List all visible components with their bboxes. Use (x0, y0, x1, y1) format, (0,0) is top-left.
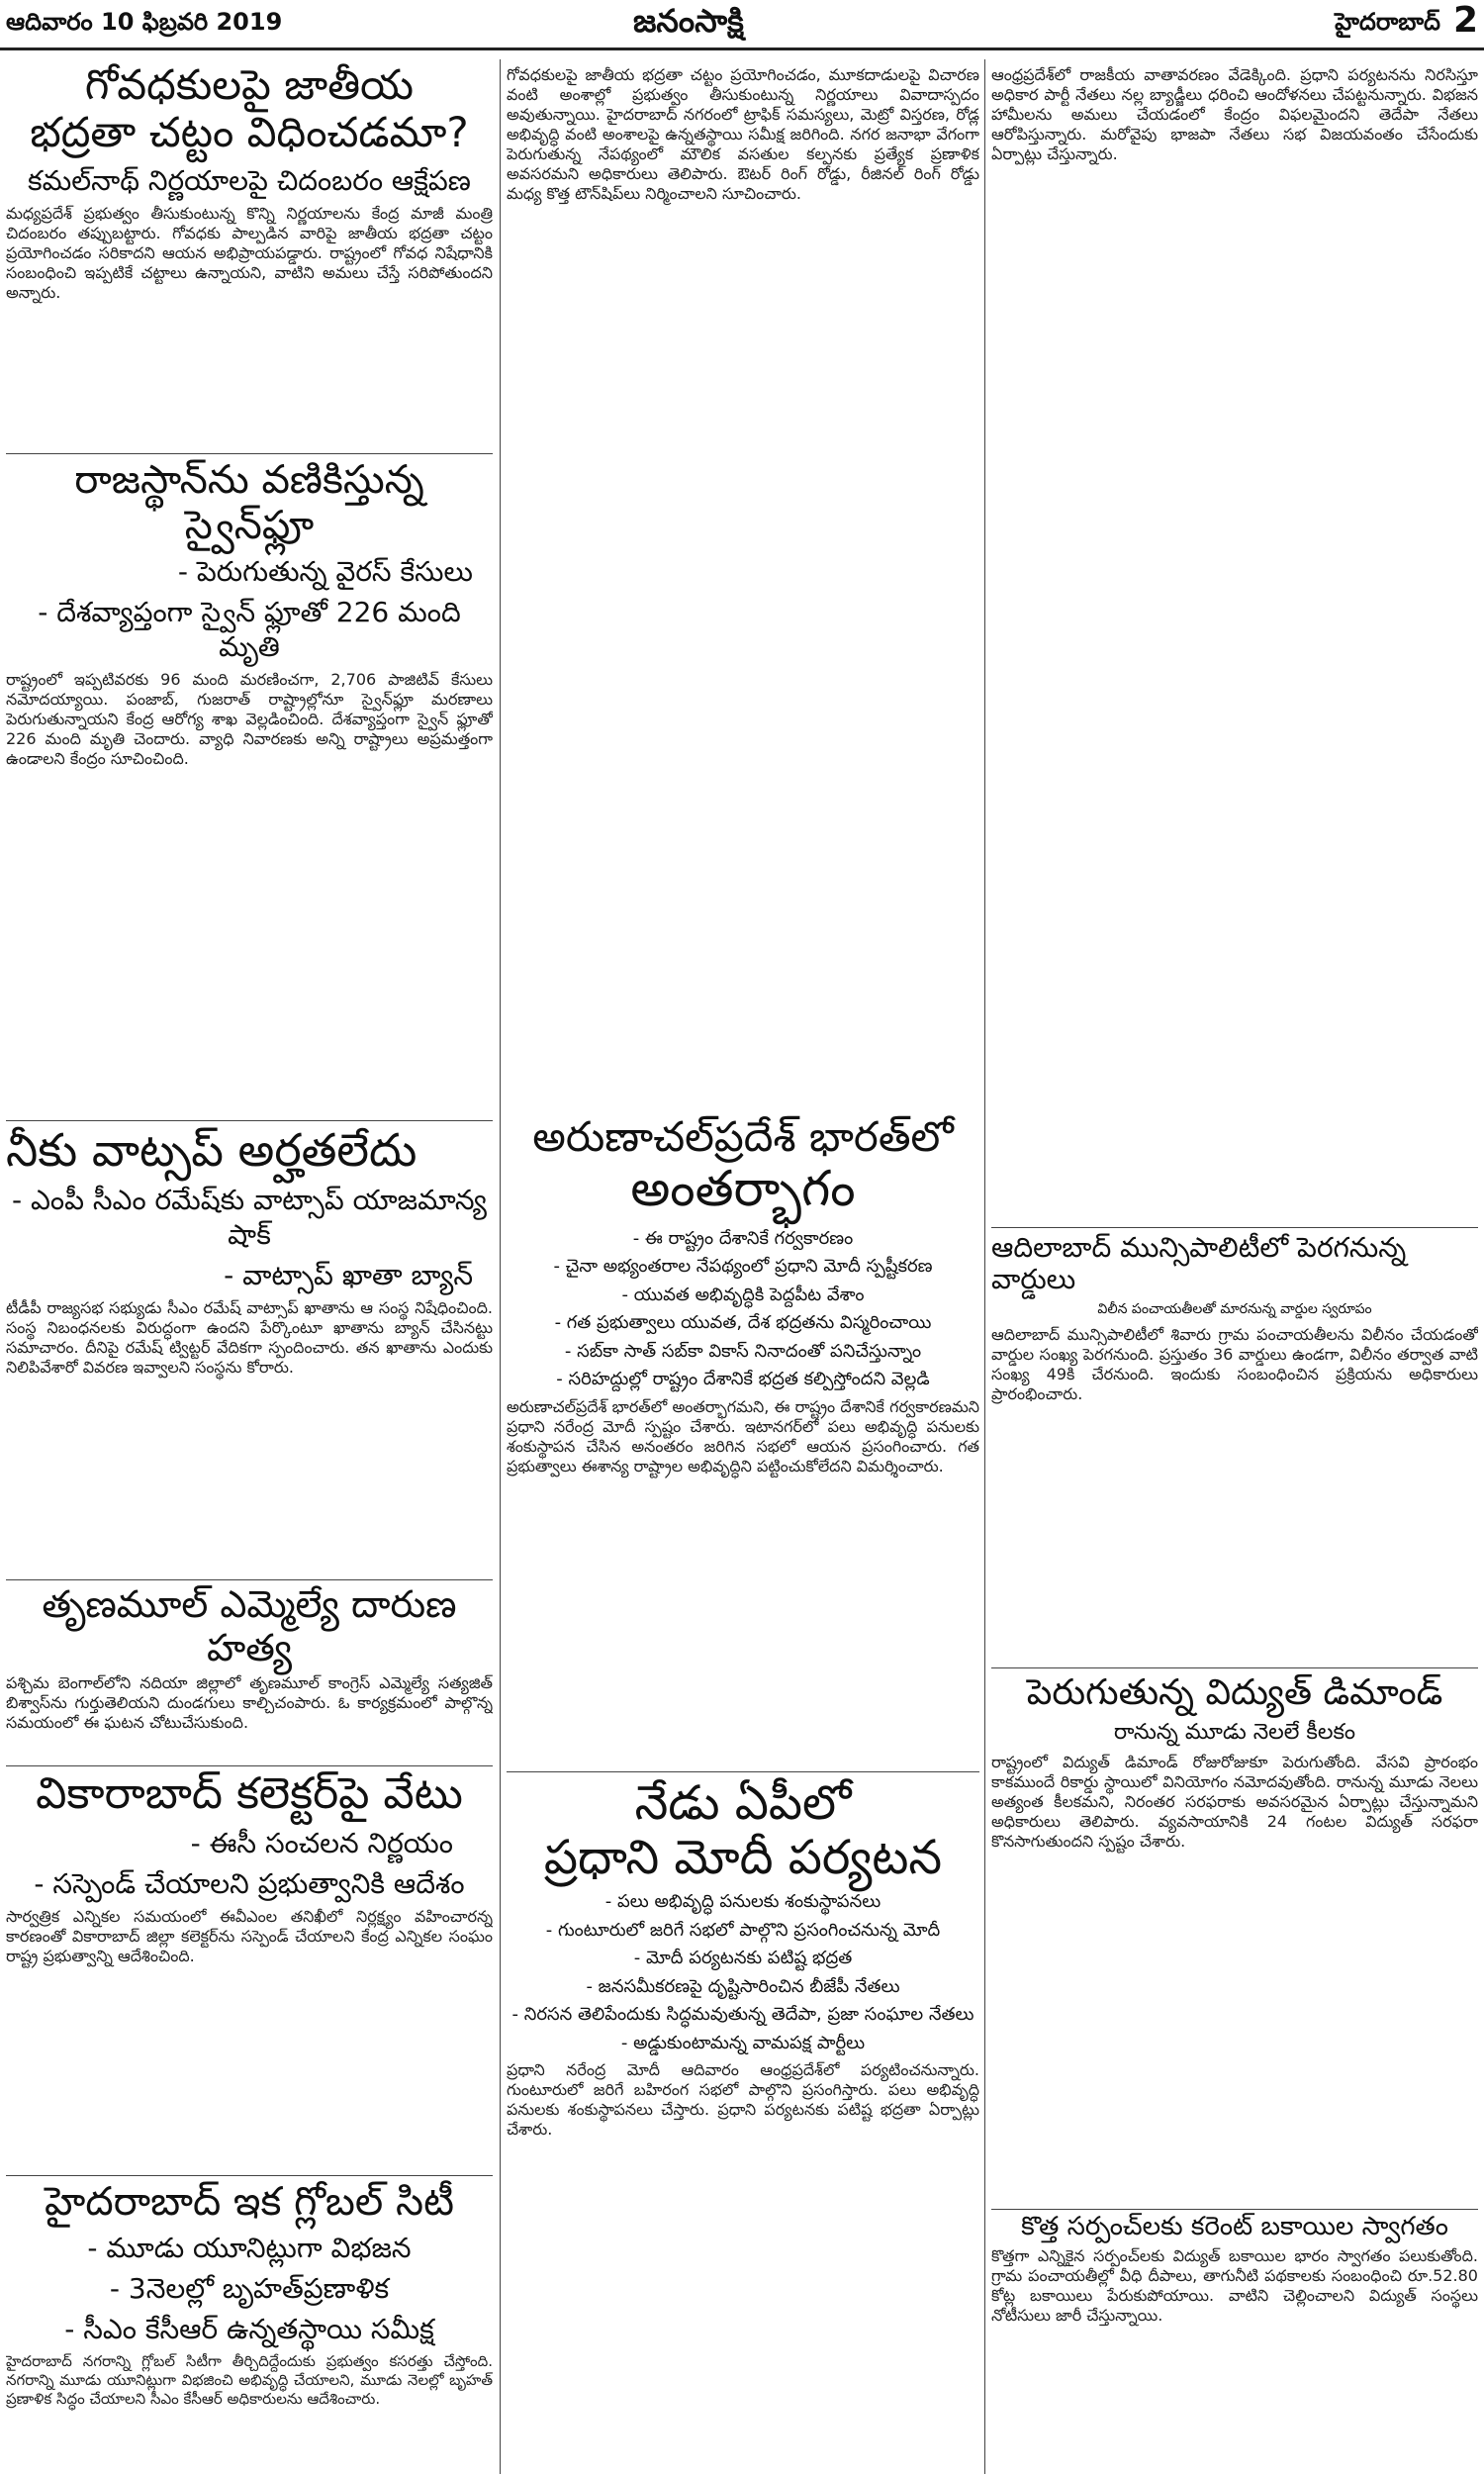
subheadline: - వాట్సాప్‌ ఖాతా బ్యాన్‌ (224, 1258, 473, 1291)
subheadline: - దేశవ్యాప్తంగా స్వైన్‌ ఫ్లూతో 226 మంది మృతి (38, 596, 461, 663)
subheadline: - పెరుగుతున్న వైరస్‌ కేసులు (177, 555, 473, 588)
article-divider (6, 1579, 493, 1580)
article-divider (991, 1667, 1478, 1668)
headline: రాజస్థాన్‌ను వణికిస్తున్న స్వైన్‌ఫ్లూ (74, 457, 424, 548)
article-body: మధ్యప్రదేశ్‌ ప్రభుత్వం తీసుకుంటున్న కొన్ని నిర్ణయాలను కేంద్ర మాజీ మంత్రి చిదంబరం తప్పుబట్టారు. గోవధకు పాల్పడిన వారిపై జాతీయ భద్రతా చట్టం ప్రయోగించడం సరికాదని ఆయన అభిప్రాయపడ్డారు. రాష్ట్రంలో గోవధ నిషేధానికి సంబంధించి ఇప్పటికే చట్టాలు ఉన్నాయని, వాటిని అమలు చేస్తే సరిపోతుందని అన్నారు. (6, 203, 493, 302)
article-body: హైదరాబాద్‌ నగరాన్ని గ్లోబల్‌ సిటీగా తీర్చిదిద్దేందుకు ప్రభుత్వం కసరత్తు చేస్తోంది. నగరాన్ని మూడు యూనిట్లుగా విభజించి అభివృద్ధి చేయాలని, మూడు నెలల్లో బృహత్‌ ప్రణాళిక సిద్ధం చేయాలని సీఎం కేసీఆర్‌ అధికారులను ఆదేశించారు. (6, 2352, 493, 2408)
article-body: ఆంధ్రప్రదేశ్‌లో రాజకీయ వాతావరణం వేడెక్కింది. ప్రధాని పర్యటనను నిరసిస్తూ అధికార పార్టీ నేతలు నల్ల బ్యాడ్జీలు ధరించి ఆందోళనలు చేపట్టనున్నారు. విభజన హామీలను అమలు చేయడంలో కేంద్రం విఫలమైందని తెదేపా నేతలు ఆరోపిస్తున్నారు. మరోవైపు భాజపా నేతలు సభ విజయవంతం చేసేందుకు ఏర్పాట్లు చేస్తున్నారు. (991, 65, 1478, 163)
subheadline: - ఎంపీ సీఎం రమేష్‌కు వాట్సాప్‌ యాజమాన్య షాక్‌ (11, 1183, 488, 1251)
highlight-point: - మోదీ పర్యటనకు పటిష్ట భద్రత (633, 1948, 853, 1969)
article-whatsapp (6, 1124, 493, 1579)
highlight-point: - అడ్డుకుంటామన్న వామపక్ష పార్టీలు (620, 2032, 866, 2053)
article-divider (991, 2209, 1478, 2210)
headline: అరుణాచల్‌ప్రదేశ్‌ భారత్‌లో (532, 1113, 954, 1161)
page-number: 2 (1452, 0, 1478, 41)
article-sarpanch (991, 2213, 1478, 2472)
headline: తృణమూల్‌ ఎమ్మెల్యే దారుణ హత్య (42, 1583, 457, 1669)
article-modi-ap (507, 1776, 979, 2469)
headline: పెరుగుతున్న విద్యుత్‌ డిమాండ్‌ (1026, 1672, 1443, 1713)
issue-date: ఆదివారం 10 ఫిబ్రవరి 2019 (6, 8, 283, 36)
article-body: ప్రధాని నరేంద్ర మోదీ ఆదివారం ఆంధ్రప్రదేశ్‌లో పర్యటించనున్నారు. గుంటూరులో జరిగే బహిరంగ సభలో పాల్గొని ప్రసంగిస్తారు. పలు అభివృద్ధి పనులకు శంకుస్థాపనలు చేస్తారు. ప్రధాని పర్యటనకు పటిష్ట భద్రతా ఏర్పాట్లు చేశారు. (507, 2060, 979, 2140)
edition-city: హైదరాబాద్ (1335, 8, 1440, 36)
article-body: టీడీపీ రాజ్యసభ సభ్యుడు సీఎం రమేష్‌ వాట్సాప్‌ ఖాతాను ఆ సంస్థ నిషేధించింది. సంస్థ నిబంధనలకు విరుద్ధంగా ఉందని పేర్కొంటూ ఖాతాను బ్యాన్‌ చేసినట్టు సమాచారం. దీనిపై రమేష్‌ ట్విట్టర్‌ వేదికగా స్పందించారు. తన ఖాతాను ఎందుకు నిలిపివేశారో వివరణ ఇవ్వాలని సంస్థను కోరారు. (6, 1297, 493, 1377)
headline: వికారాబాద్‌ కలెక్టర్‌పై వేటు (36, 1769, 463, 1819)
headline: ఆదిలాబాద్‌ మున్సిపాలిటీలో పెరగనున్న వార్డులు (991, 1232, 1407, 1296)
highlight-point: - చైనా అభ్యంతరాల నేపథ్యంలో ప్రధాని మోదీ స్పష్టీకరణ (553, 1256, 933, 1278)
article-swineflu (6, 457, 493, 1120)
column-divider (984, 59, 985, 2474)
article-divider (6, 1765, 493, 1766)
article-center-continued (507, 61, 979, 1110)
highlight-point: - సరిహద్దుల్లో రాష్ట్రం దేశానికే భద్రత కల్పిస్తోందని వెల్లడి (556, 1369, 930, 1390)
article-govadha (6, 61, 493, 452)
article-divider (6, 453, 493, 454)
subheadline: - 3నెలల్లో బృహత్‌ప్రణాళిక (109, 2272, 390, 2305)
headline: భద్రతా చట్టం విధించడమా? (30, 108, 469, 157)
headline: కొత్త సర్పంచ్‌లకు కరెంట్‌ బకాయిల స్వాగతం (1021, 2213, 1448, 2241)
article-body: పశ్చిమ బెంగాల్‌లోని నదియా జిల్లాలో తృణమూల్‌ కాంగ్రెస్‌ ఎమ్మెల్యే సత్యజిత్‌ బిశ్వాస్‌ను గుర్తుతెలియని దుండగులు కాల్చిచంపారు. ఓ కార్యక్రమంలో పాల్గొన్న సమయంలో ఈ ఘటన చోటుచేసుకుంది. (6, 1673, 493, 1733)
highlight-point: - గత ప్రభుత్వాలు యువత, దేశ భద్రతను విస్మరించాయి (554, 1312, 932, 1334)
headline: హైదరాబాద్‌ ఇక గ్లోబల్‌ సిటీ (45, 2179, 454, 2225)
article-divider (507, 1771, 979, 1772)
article-body: రాష్ట్రంలో ఇప్పటివరకు 96 మంది మరణించగా, 2,706 పాజిటివ్‌ కేసులు నమోదయ్యాయి. పంజాబ్‌, గుజరాత్‌ రాష్ట్రాల్లోనూ స్వైన్‌ఫ్లూ మరణాలు పెరుగుతున్నాయని కేంద్ర ఆరోగ్య శాఖ వెల్లడించింది. దేశవ్యాప్తంగా స్వైన్‌ ఫ్లూతో 226 మంది మృతి చెందారు. వ్యాధి నివారణకు అన్ని రాష్ట్రాలు అప్రమత్తంగా ఉండాలని కేంద్రం సూచించింది. (6, 670, 493, 768)
subheadline: - మూడు యూనిట్లుగా విభజన (87, 2232, 412, 2264)
article-hyderabad (6, 2179, 493, 2472)
subheadline: రానున్న మూడు నెలలే కీలకం (1113, 1720, 1356, 1746)
highlight-point: - ఈ రాష్ట్రం దేశానికే గర్వకారణం (632, 1227, 854, 1249)
subheadline: విలీన పంచాయతీలతో మారనున్న వార్డుల స్వరూపం (1097, 1301, 1372, 1318)
headline: అంతర్భాగం (630, 1160, 856, 1218)
newspaper-logo: జనంసాక్షి (633, 2, 744, 40)
highlight-point: - యువత అభివృద్ధికి పెద్దపీట వేశాం (621, 1284, 865, 1305)
article-adilabad (991, 1232, 1478, 1658)
highlight-point: - పలు అభివృద్ధి పనులకు శంకుస్థాపనలు (604, 1891, 881, 1913)
headline: నీకు వాట్సప్‌ అర్హతలేదు (6, 1124, 417, 1177)
article-divider (6, 1120, 493, 1121)
headline: గోవధకులపై జాతీయ (84, 61, 415, 109)
article-body: అరుణాచల్‌ప్రదేశ్‌ భారత్‌లో అంతర్భాగమని, ఈ రాష్ట్రం దేశానికే గర్వకారణమని ప్రధాని నరేంద్ర మోదీ స్పష్టం చేశారు. ఇటానగర్‌లో పలు అభివృద్ధి పనులకు శంకుస్థాపన చేసిన అనంతరం జరిగిన సభలో ఆయన ప్రసంగించారు. గత ప్రభుత్వాలు ఈశాన్య రాష్ట్రాల అభివృద్ధిని పట్టించుకోలేదని విమర్శించారు. (507, 1396, 979, 1475)
article-body: గోవధకులపై జాతీయ భద్రతా చట్టం ప్రయోగించడం, మూకదాడులపై విచారణ వంటి అంశాల్లో ప్రభుత్వం తీసుకుంటున్న నిర్ణయాలు వివాదాస్పదం అవుతున్నాయి. హైదరాబాద్‌ నగరంలో ట్రాఫిక్‌ సమస్యలు, మెట్రో విస్తరణ, రోడ్ల అభివృద్ధి వంటి అంశాలపై ఉన్నతస్థాయి సమీక్ష జరిగింది. నగర జనాభా వేగంగా పెరుగుతున్న నేపథ్యంలో మౌలిక వసతుల కల్పనకు ప్రత్యేక ప్రణాళిక అవసరమని అధికారులు తెలిపారు. ఔటర్‌ రింగ్‌ రోడ్డు, రీజినల్‌ రింగ్‌ రోడ్డు మధ్య కొత్త టౌన్‌షిప్‌లు నిర్మించాలని సూచించారు. (507, 65, 979, 203)
highlight-point: - జనసమీకరణపై దృష్టిసారించిన బీజేపీ నేతలు (586, 1975, 900, 1997)
article-divider (6, 2175, 493, 2176)
article-body: కొత్తగా ఎన్నికైన సర్పంచ్‌లకు విద్యుత్‌ బకాయిల భారం స్వాగతం పలుకుతోంది. గ్రామ పంచాయతీల్లో వీధి దీపాలు, తాగునీటి పథకాలకు సంబంధించి రూ.52.80 కోట్ల బకాయిలు పేరుకుపోయాయి. వాటిని చెల్లించాలని విద్యుత్‌ సంస్థలు నోటీసులు జారీ చేస్తున్నాయి. (991, 2245, 1478, 2325)
highlight-point: - నిరసన తెలిపేందుకు సిద్ధమవుతున్న తెదేపా, ప్రజా సంఘాల నేతలు (511, 2004, 974, 2026)
article-body: సార్వత్రిక ఎన్నికల సమయంలో ఈవీఎంల తనిఖీలో నిర్లక్ష్యం వహించారన్న కారణంతో వికారాబాద్‌ జిల్లా కలెక్టర్‌ను సస్పెండ్‌ చేయాలని కేంద్ర ఎన్నికల సంఘం రాష్ట్ర ప్రభుత్వాన్ని ఆదేశించింది. (6, 1906, 493, 1965)
article-arunachal (507, 1113, 979, 1638)
subheadline: - సీఎం కేసీఆర్‌ ఉన్నతస్థాయి సమీక్ష (64, 2313, 434, 2345)
column-divider (500, 59, 501, 2474)
highlight-point: - గుంటూరులో జరిగే సభలో పాల్గొని ప్రసంగించనున్న మోదీ (545, 1919, 941, 1941)
subheadline: - సస్పెండ్‌ చేయాలని ప్రభుత్వానికి ఆదేశం (34, 1866, 465, 1900)
article-power (991, 1672, 1478, 2207)
article-vikarabad (6, 1769, 493, 2175)
page-header (0, 0, 1484, 59)
header-rule (0, 48, 1484, 50)
subheadline: కమల్‌నాథ్‌ నిర్ణయాలపై చిదంబరం ఆక్షేపణ (28, 163, 471, 197)
article-ap-politics (991, 61, 1478, 1224)
highlight-point: - సబ్‌కా సాత్‌ సబ్‌కా వికాస్‌ నినాదంతో పనిచేస్తున్నాం (564, 1340, 922, 1362)
article-body: రాష్ట్రంలో విద్యుత్‌ డిమాండ్‌ రోజురోజుకూ పెరుగుతోంది. వేసవి ప్రారంభం కాకముందే రికార్డు స్థాయిలో వినియోగం నమోదవుతోంది. రానున్న మూడు నెలలు అత్యంత కీలకమని, నిరంతర సరఫరాకు అవసరమైన ఏర్పాట్లు చేస్తున్నామని అధికారులు తెలిపారు. వ్యవసాయానికి 24 గంటల విద్యుత్‌ సరఫరా కొనసాగుతుందని స్పష్టం చేశారు. (991, 1752, 1478, 1851)
article-body: ఆదిలాబాద్‌ మున్సిపాలిటీలో శివారు గ్రామ పంచాయతీలను విలీనం చేయడంతో వార్డుల సంఖ్య పెరగనుంది. ప్రస్తుతం 36 వార్డులు ఉండగా, విలీనం తర్వాత వాటి సంఖ్య 49కి చేరనుంది. ఇందుకు సంబంధించిన ప్రక్రియను అధికారులు ప్రారంభించారు. (991, 1324, 1478, 1403)
headline: నేడు ఏపీలో (634, 1776, 852, 1831)
article-divider (991, 1227, 1478, 1228)
article-trinamool (6, 1583, 493, 1765)
subheadline: - ఈసీ సంచలన నిర్ణయం (190, 1826, 453, 1859)
headline: ప్రధాని మోదీ పర్యటన (543, 1830, 943, 1886)
